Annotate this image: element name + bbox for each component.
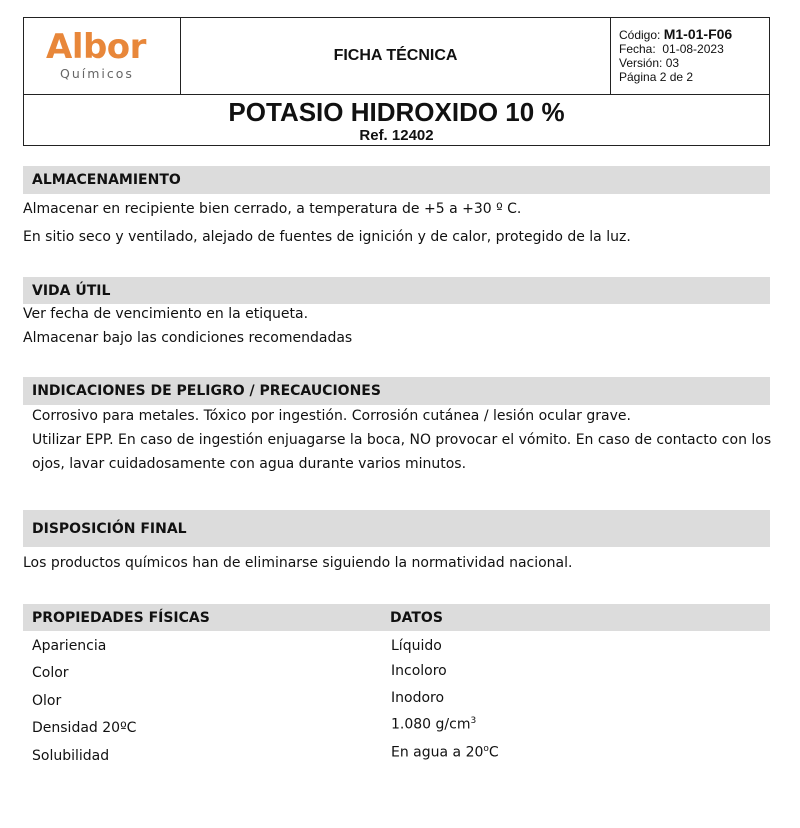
document-title: FICHA TÉCNICA [181,18,611,94]
page-number: Página 2 de 2 [619,70,694,84]
hazards-line-1: Corrosivo para metales. Tóxico por ingestión. Corrosión cutánea / lesión ocular grave. [32,408,631,424]
property-name: Color [32,665,69,681]
property-value: Inodoro [391,690,445,706]
product-ref: Ref. 12402 [359,127,434,144]
property-name: Olor [32,693,62,709]
property-value: Incoloro [391,663,447,679]
version-value: 03 [665,56,680,70]
code-value: M1-01-F06 [663,26,733,42]
solubility-value: En agua a 20 [391,744,484,761]
property-name: Densidad 20ºC [32,720,137,736]
logo-wordmark: Albor [46,27,146,67]
date-line [619,42,769,56]
document-metadata [611,18,769,94]
document-header [23,17,770,146]
property-name: Solubilidad [32,748,110,764]
properties-heading-right: DATOS [390,609,443,626]
header-top-row [24,18,769,95]
hazards-line-3: ojos, lavar cuidadosamente con agua durante varios minutos. [32,456,467,472]
storage-line-1: Almacenar en recipiente bien cerrado, a temperatura de +5 a +30 º C. [23,201,522,217]
shelf-life-heading: VIDA ÚTIL [23,277,770,304]
shelf-life-line-2: Almacenar bajo las condiciones recomendadas [23,330,353,346]
logo-subtitle: Químicos [60,66,134,81]
company-logo [24,18,181,94]
property-value: Líquido [391,638,442,654]
solubility-unit: C [488,744,499,761]
disposal-heading: DISPOSICIÓN FINAL [23,510,770,547]
degree-superscript: o [483,744,489,754]
density-superscript: 3 [470,716,477,726]
hazards-heading: INDICACIONES DE PELIGRO / PRECAUCIONES [23,377,770,405]
properties-heading-left: PROPIEDADES FÍSICAS [32,609,210,626]
storage-heading: ALMACENAMIENTO [23,166,770,194]
property-value-solubility [391,744,499,761]
properties-heading [23,604,770,631]
code-line [619,27,769,42]
version-label: Versión: [619,56,663,70]
density-value: 1.080 g/cm [391,716,471,733]
shelf-life-line-1: Ver fecha de vencimiento en la etiqueta. [23,306,309,322]
date-value: 01-08-2023 [662,42,724,56]
hazards-line-2: Utilizar EPP. En caso de ingestión enjuagarse la boca, NO provocar el vómito. En caso de contacto con los [32,432,772,448]
version-line [619,56,769,70]
property-name: Apariencia [32,638,107,654]
code-label: Código: [619,28,661,42]
date-label: Fecha: [619,42,656,56]
product-name: POTASIO HIDROXIDO 10 % [228,97,565,127]
property-value-density [391,716,476,733]
disposal-line-1: Los productos químicos han de eliminarse siguiendo la normatividad nacional. [23,555,573,571]
storage-line-2: En sitio seco y ventilado, alejado de fuentes de ignición y de calor, protegido de la luz. [23,229,631,245]
